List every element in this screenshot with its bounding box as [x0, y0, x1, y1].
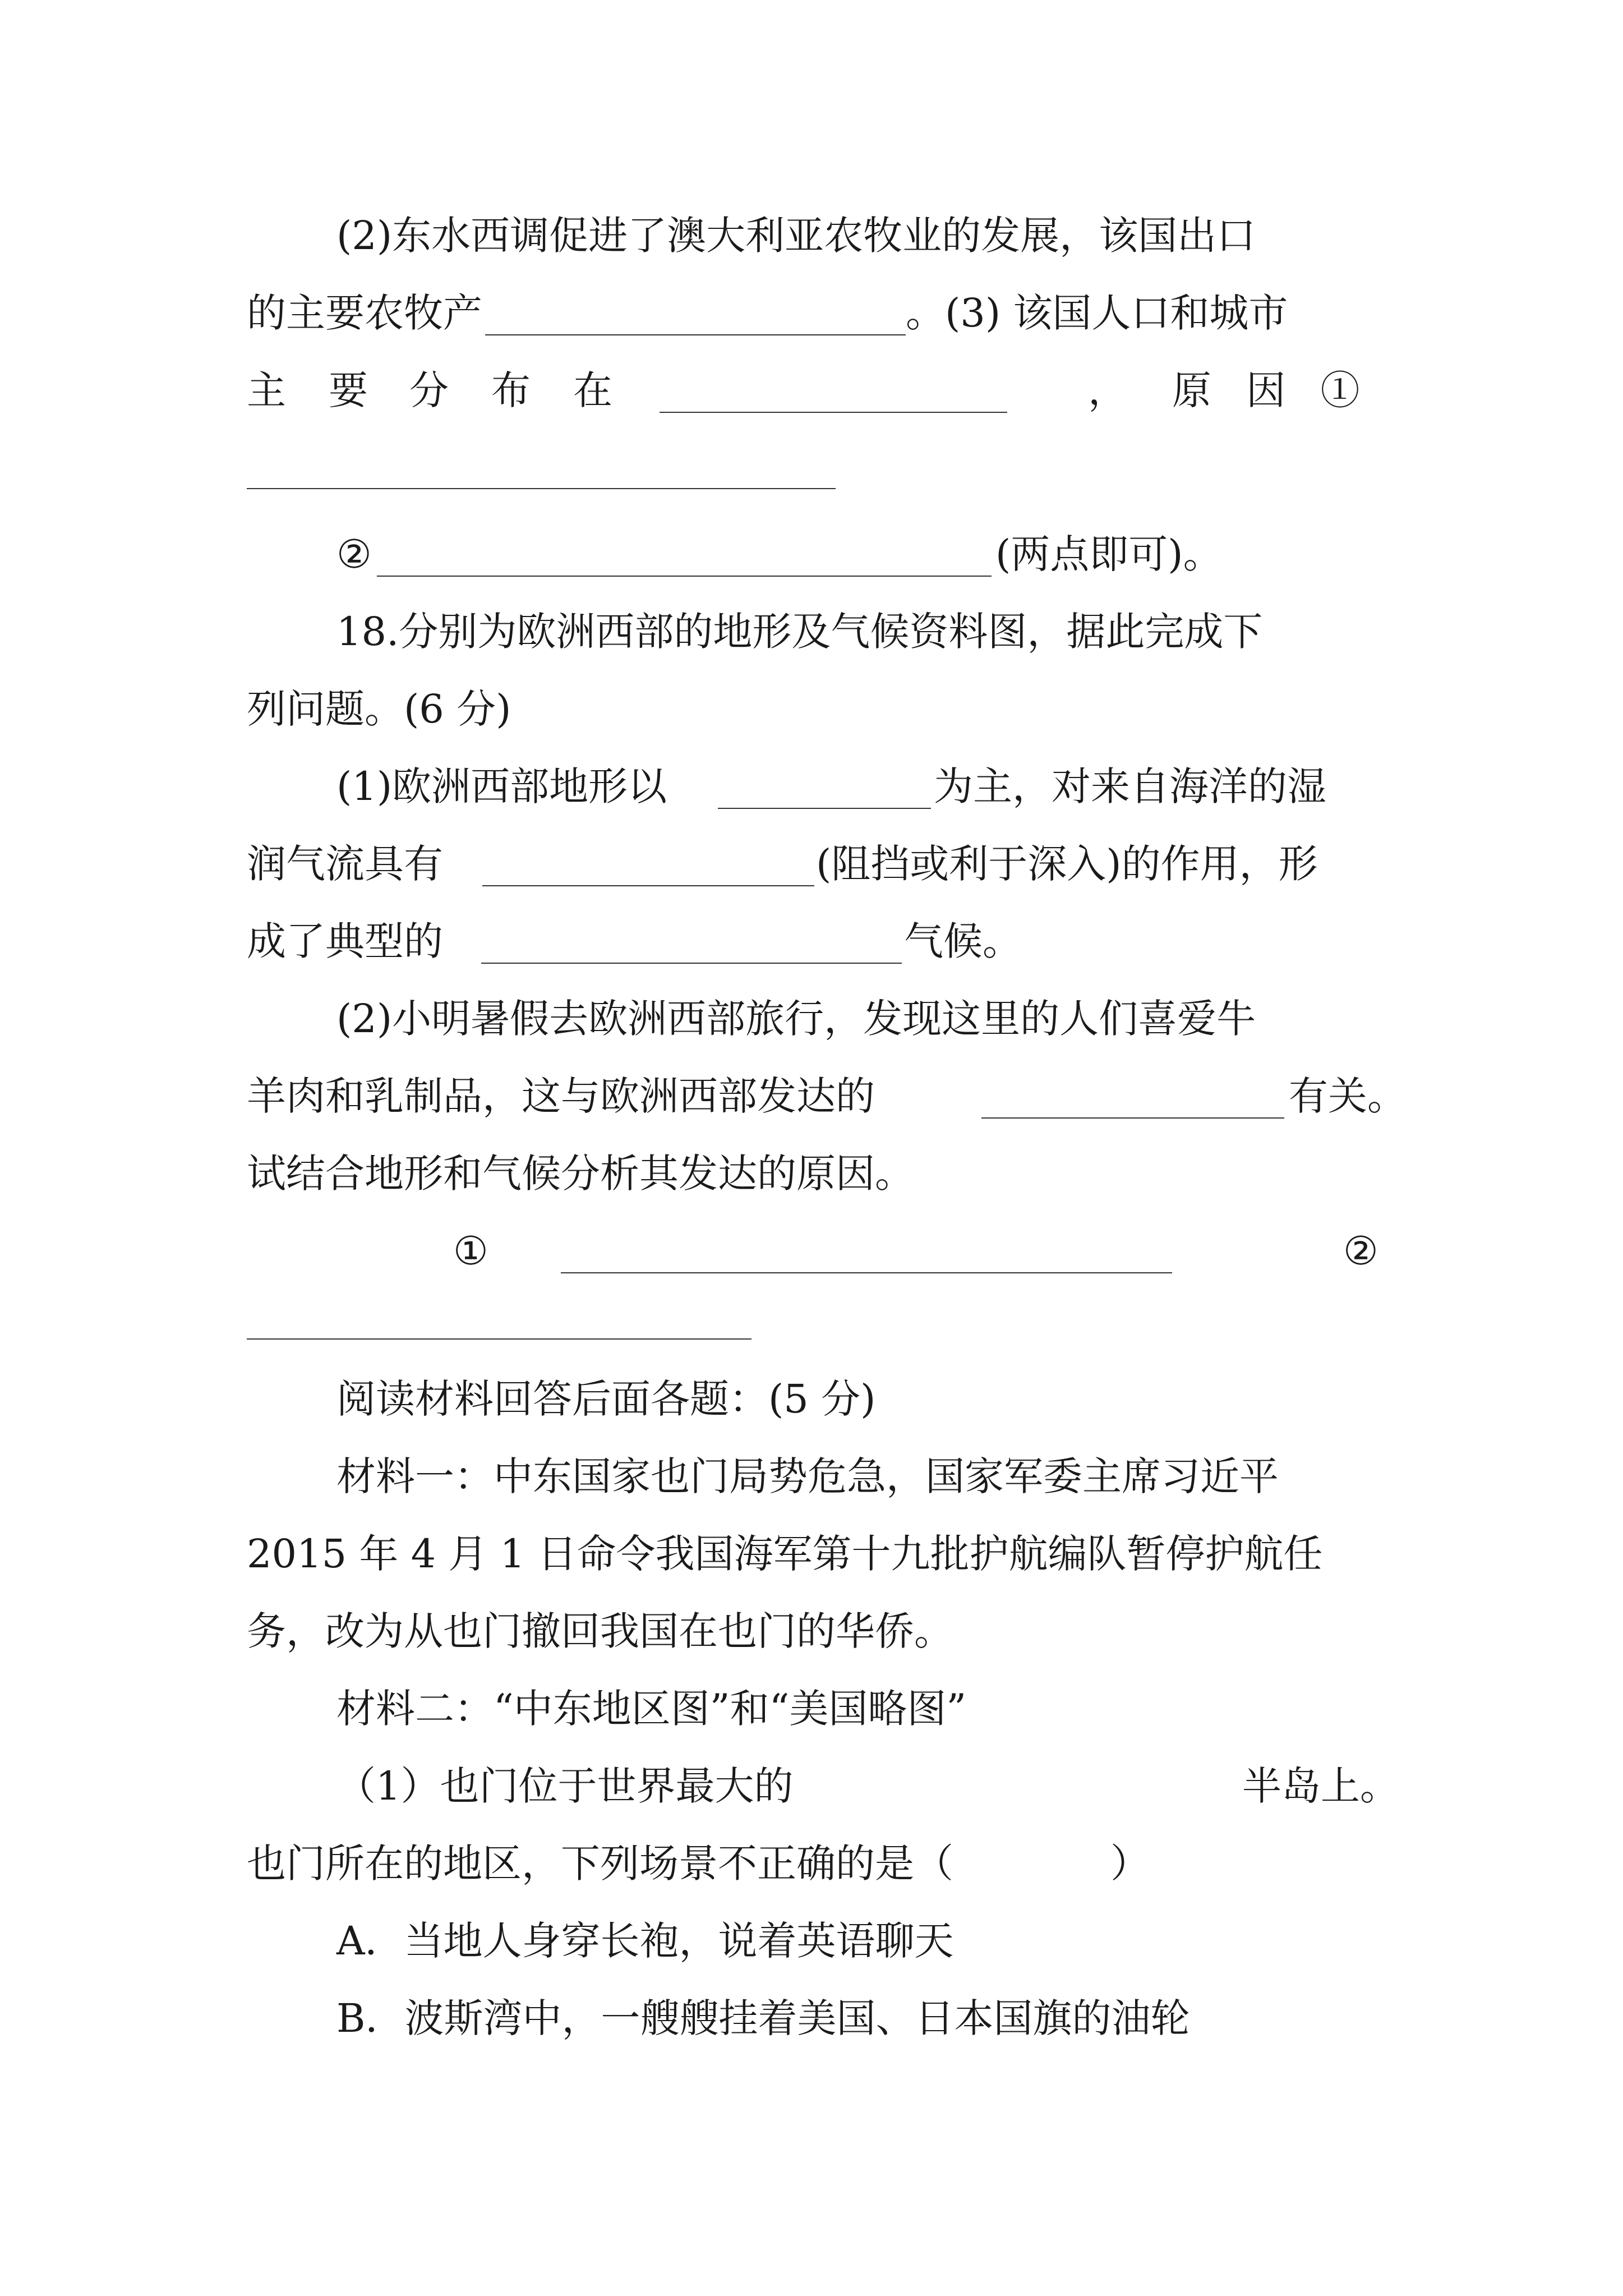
q18-p1-line3 — [0, 913, 1623, 969]
q19-option-a — [0, 1913, 1623, 1969]
q17-part3-line3 — [0, 362, 1623, 418]
q19-p1-question: 也门所在的地区，下列场景不正确的是（ ） — [247, 1841, 1150, 1887]
q18-p1-label-f: 气候。 — [904, 918, 1022, 964]
answer-blank-industry[interactable] — [981, 1117, 1284, 1119]
q19-p1-label-a: （1）也门位于世界最大的 — [336, 1763, 794, 1809]
material1-text-2: 2015 年 4 月 1 日命令我国海军第十九批护航编队暂停护航任 — [247, 1531, 1323, 1577]
q18-line1 — [0, 604, 1623, 660]
circle-2-b: ② — [1343, 1228, 1378, 1274]
answer-blank-reason-2[interactable] — [377, 576, 992, 577]
q18-answer-line — [0, 1223, 1623, 1279]
circle-2: ② — [336, 531, 372, 577]
q17-part2-text: (2)东水西调促进了澳大利亚农牧业的发展，该国出口 — [336, 213, 1256, 259]
answer-blank-terrain[interactable] — [718, 808, 931, 809]
q19-intro-text: 阅读材料回答后面各题：(5 分) — [336, 1376, 876, 1422]
material2-text: 材料二：“中东地区图”和“美国略图” — [336, 1686, 967, 1732]
char-zai: 在 — [573, 367, 612, 413]
q19-option-b — [0, 1990, 1623, 2046]
q19-material1-line2 — [0, 1526, 1623, 1582]
q19-p1-label-b: 半岛上。 — [1242, 1763, 1399, 1809]
answer-blank-distribution[interactable] — [660, 412, 1007, 413]
q17-products-label: 的主要农牧产 — [247, 290, 482, 336]
material1-text-3: 务，改为从也门撤回我国在也门的华侨。 — [247, 1608, 953, 1654]
q18-p1-label-a: (1)欧洲西部地形以 — [336, 763, 667, 809]
q18-p1-label-d: (阻挡或利于深入)的作用，形 — [816, 841, 1318, 887]
q19-material2 — [0, 1681, 1623, 1737]
option-b-text: B．波斯湾中，一艘艘挂着美国、日本国旗的油轮 — [336, 1995, 1190, 2041]
q18-p2-line1 — [0, 991, 1623, 1047]
q18-p2-label-a: 羊肉和乳制品，这与欧洲西部发达的 — [247, 1073, 875, 1119]
q18-p2-line3 — [0, 1145, 1623, 1202]
answer-blank-effect[interactable] — [482, 885, 814, 886]
q18-line2 — [0, 681, 1623, 737]
q17-part2-line1 — [0, 208, 1623, 264]
q18-p1-line2 — [0, 836, 1623, 892]
char-zhu: 主 — [247, 367, 286, 413]
answer-blank-cause-1[interactable] — [561, 1272, 1172, 1273]
q18-p2-label-b: 有关。 — [1289, 1073, 1407, 1119]
comma: ， — [1088, 367, 1127, 413]
char-bu: 布 — [491, 367, 531, 413]
two-points-note: (两点即可)。 — [995, 531, 1223, 577]
q18-p1-label-e: 成了典型的 — [247, 918, 443, 964]
answer-blank-cause-2[interactable] — [247, 1338, 751, 1340]
answer-blank-reason-1[interactable] — [247, 488, 836, 489]
q19-p1-line1 — [0, 1758, 1623, 1814]
q18-p1-line1 — [0, 758, 1623, 815]
q17-reason2-line — [0, 526, 1623, 582]
reason-label: 原 因 ① — [1172, 367, 1360, 413]
char-fen: 分 — [409, 367, 449, 413]
q18-p2-line2 — [0, 1068, 1623, 1124]
q19-material1-line1 — [0, 1448, 1623, 1504]
answer-blank-products[interactable] — [485, 334, 906, 335]
option-a-text: A．当地人身穿长袍，说着英语聊天 — [336, 1918, 954, 1964]
q18-p2-prompt: 试结合地形和气候分析其发达的原因。 — [247, 1151, 914, 1197]
q18-stem: 18.分别为欧洲西部的地形及气候资料图，据此完成下 — [336, 609, 1263, 655]
circle-1: ① — [453, 1228, 488, 1274]
q19-p1-line2 — [0, 1835, 1623, 1892]
q18-stem-cont: 列问题。(6 分) — [247, 686, 511, 732]
q19-material1-line3 — [0, 1603, 1623, 1659]
q18-p2-text: (2)小明暑假去欧洲西部旅行，发现这里的人们喜爱牛 — [336, 996, 1256, 1042]
q18-p1-label-b: 为主，对来自海洋的湿 — [934, 763, 1326, 809]
q17-part2-line2 — [0, 285, 1623, 341]
q18-p1-label-c: 润气流具有 — [247, 841, 443, 887]
q19-intro — [0, 1371, 1623, 1427]
answer-blank-climate[interactable] — [481, 963, 902, 964]
q17-part3-label: 。(3) 该国人口和城市 — [906, 290, 1288, 336]
material1-text-1: 材料一：中东国家也门局势危急，国家军委主席习近平 — [336, 1453, 1279, 1499]
char-yao: 要 — [329, 367, 368, 413]
